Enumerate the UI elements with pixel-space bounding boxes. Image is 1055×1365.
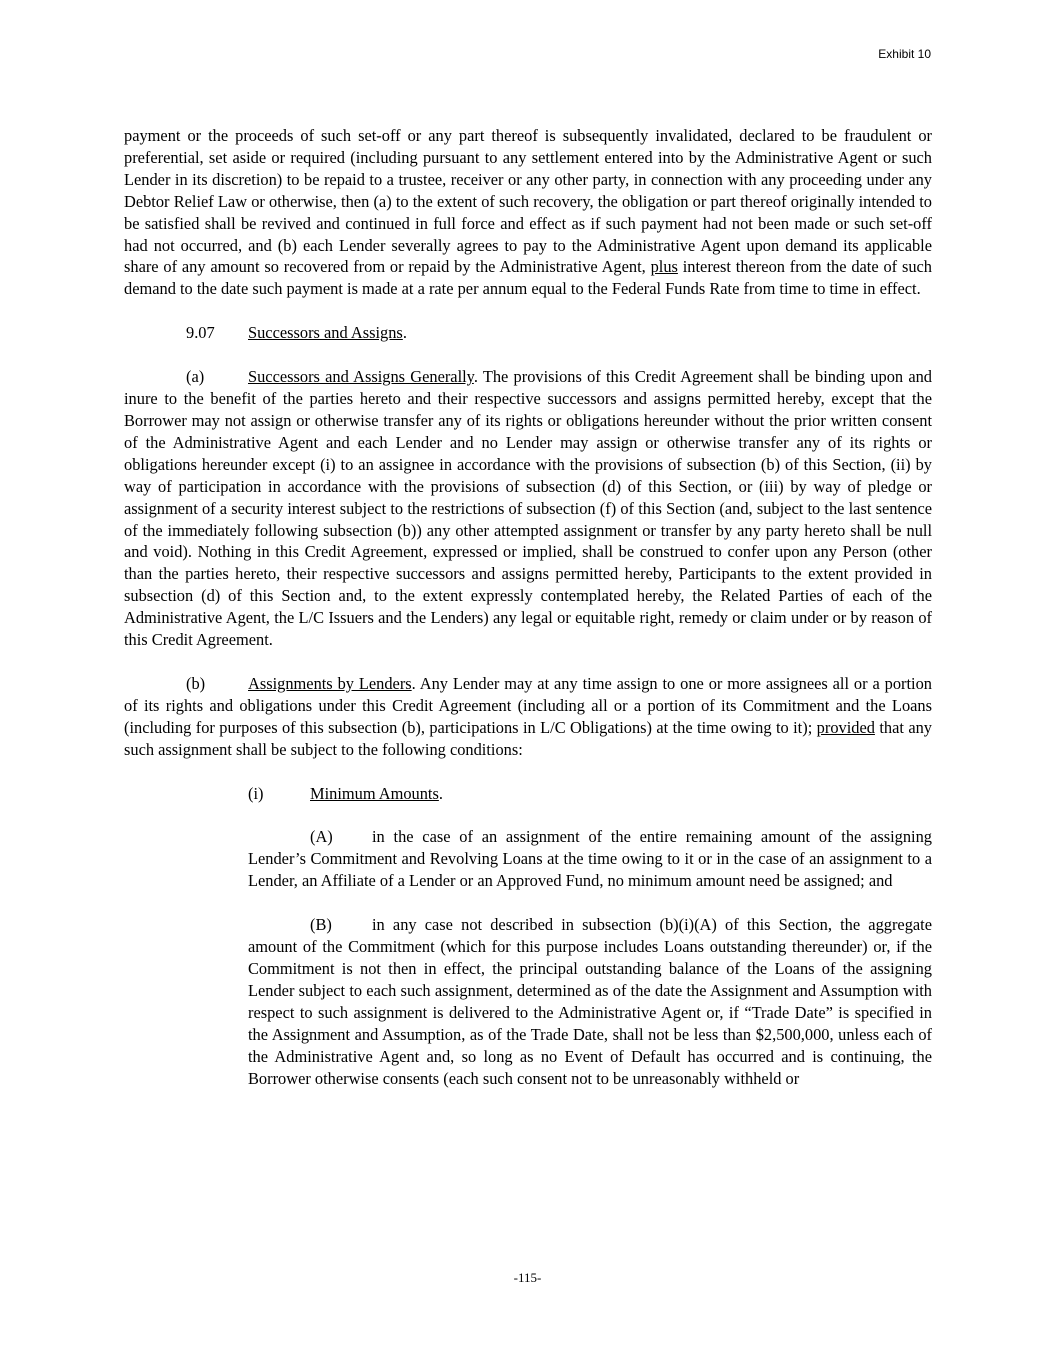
clause-i-title: Minimum Amounts xyxy=(310,783,439,803)
exhibit-label: Exhibit 10 xyxy=(878,47,931,61)
subsection-b: (b) Assignments by Lenders. Any Lender may at any time assign to one or more assignees all or a portion of its rights and obligations under this Credit Agreement (including all or a portion of its Commitment and the Loans (including for purposes of this subsection (b), participations in L/C Obligations) at the time owing to it); provided that any such assignment shall be subject to the following conditions: xyxy=(124,673,932,759)
clause-B-label: (B) xyxy=(310,915,332,935)
provided-term: provided xyxy=(816,717,875,737)
subsection-a-title: Successors and Assigns Generally xyxy=(248,367,474,387)
subsection-b-label: (b) xyxy=(186,673,206,693)
page-number: -115- xyxy=(513,1270,542,1285)
subsection-a: (a) Successors and Assigns Generally. The provisions of this Credit Agreement shall be binding upon and inure to the benefit of the parties hereto and their respective successors and assigns permitted hereby, except that the Borrower may not assign or otherwise transfer any of its rights or obligations hereunder without the prior written consent of the Administrative Agent and each Lender and no Lender may assign or otherwise transfer any of its rights or obligations hereunder except (i) to an assignee in accordance with the provisions of subsection (b) of this Section, (ii) by way of participation in accordance with the provisions of subsection (d) of this Section, or (iii) by way of pledge or assignment of a security interest subject to the restrictions of subsection (f) of this Section (and, subject to the last sentence of the immediately following subsection (b)) any other attempted assignment or transfer by any party hereto shall be null and void). Nothing in this Credit Agreement, expressed or implied, shall be construed to confer upon any Person (other than the parties hereto, their respective successors and assigns permitted hereby, Participants to the extent provided in subsection (d) of this Section and, to the extent expressly contemplated hereby, the Related Parties of each of the Administrative Agent, the L/C Issuers and the Lenders) any legal or equitable right, remedy or claim under or by reason of this Credit Agreement. xyxy=(124,367,933,650)
section-heading: 9.07 Successors and Assigns. xyxy=(186,323,407,343)
plus-term: plus xyxy=(650,257,678,277)
section-title: Successors and Assigns xyxy=(248,323,403,343)
clause-A-label: (A) xyxy=(310,827,333,847)
clause-i-heading: (i) Minimum Amounts. xyxy=(248,783,443,803)
section-number: 9.07 xyxy=(186,323,215,343)
document-body xyxy=(124,125,932,1111)
paragraph-continuation: payment or the proceeds of such set-off or any part thereof is subsequently invalidated, declared to be fraudulent or preferential, set aside or required (including pursuant to any settlement entered into by the Administrative Agent or such Lender in its discretion) to be repaid to a trustee, receiver or any other party, in connection with any proceeding under any Debtor Relief Law or otherwise, then (a) to the extent of such recovery, the obligation or part thereof originally intended to be satisfied shall be revived and continued in full force and effect as if such payment had not been made or such set-off had not occurred, and (b) each Lender severally agrees to pay to the Administrative Agent upon demand its applicable share of any amount so recovered from or repaid by the Administrative Agent, plus interest thereon from the date of such demand to the date such payment is made at a rate per annum equal to the Federal Funds Rate from time to time in effect. xyxy=(124,126,932,299)
clause-B: (B) in any case not described in subsection (b)(i)(A) of this Section, the aggregate amount of the Commitment (which for this purpose includes Loans outstanding thereunder) or, if the Commitment is not then in effect, the principal outstanding balance of the Loans of the assigning Lender subject to each such assignment, determined as of the date the Assignment and Assumption with respect to such assignment is delivered to the Administrative Agent or, if “Trade Date” is specified in the Assignment and Assumption, as of the Trade Date, shall not be less than $2,500,000, unless each of the Administrative Agent and, so long as no Event of Default has occurred and is continuing, the Borrower otherwise consents (each such consent not to be unreasonably withheld or xyxy=(248,915,932,1088)
clause-A: (A) in the case of an assignment of the entire remaining amount of the assigning Lender’s Commitment and Revolving Loans at the time owing to it or in the case of an assignment to a Lender, an Affiliate of a Lender or an Approved Fund, no minimum amount need be assigned; and xyxy=(248,827,932,891)
subsection-b-title: Assignments by Lenders xyxy=(248,673,412,693)
subsection-a-label: (a) xyxy=(186,367,205,387)
clause-i-label: (i) xyxy=(248,783,264,803)
